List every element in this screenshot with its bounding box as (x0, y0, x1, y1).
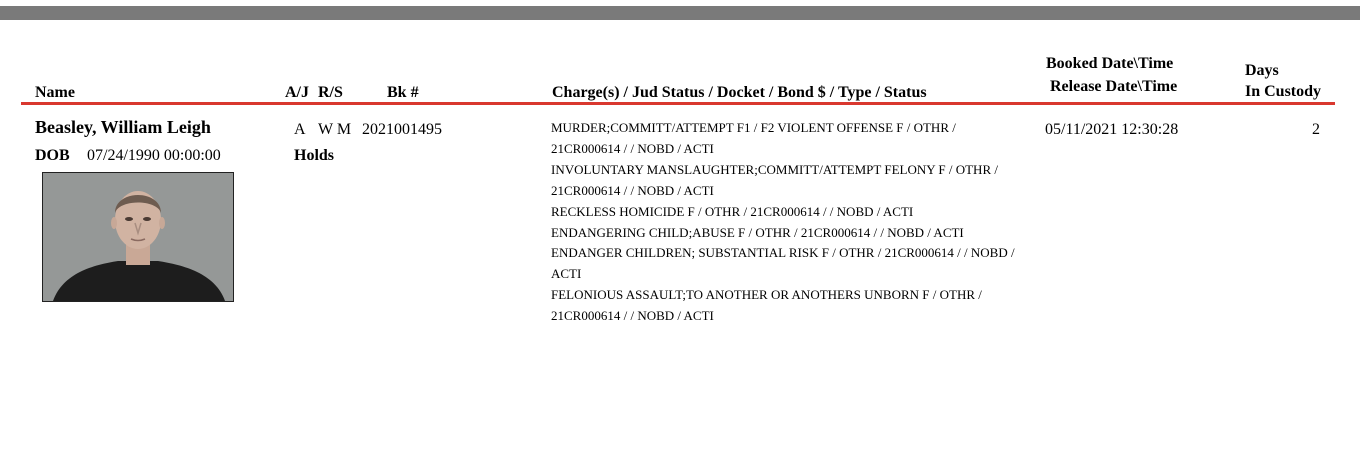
inmate-name[interactable]: Beasley, William Leigh (35, 117, 211, 137)
charge-item: ENDANGER CHILDREN; SUBSTANTIAL RISK F / OTHR / 21CR000614 / / NOBD / ACTI (551, 245, 1015, 282)
header-booked-date: Booked Date\Time (1046, 55, 1174, 72)
header-in-custody: In Custody (1245, 83, 1322, 100)
booked-datetime: 05/11/2021 12:30:28 (1045, 121, 1179, 138)
header-name: Name (35, 84, 75, 101)
top-bar (0, 6, 1360, 20)
mugshot-photo[interactable] (42, 172, 234, 302)
header-release-date: Release Date\Time (1050, 78, 1178, 95)
charges-list (551, 118, 1021, 327)
header-rs: R/S (318, 84, 343, 101)
header-booking-number: Bk # (387, 84, 419, 101)
charge-item: FELONIOUS ASSAULT;TO ANOTHER OR ANOTHERS UNBORN F / OTHR / 21CR000614 / / NOBD / ACTI (551, 287, 982, 324)
header-days: Days (1245, 62, 1279, 79)
rs-value: W M (318, 121, 352, 138)
aj-value: A (294, 121, 306, 138)
days-in-custody: 2 (1312, 121, 1320, 138)
charge-item: INVOLUNTARY MANSLAUGHTER;COMMITT/ATTEMPT FELONY F / OTHR / 21CR000614 / / NOBD / ACTI (551, 161, 998, 198)
mugshot-image (43, 173, 233, 301)
charge-item: ENDANGERING CHILD;ABUSE F / OTHR / 21CR000614 / / NOBD / ACTI (551, 224, 964, 240)
charge-item: MURDER;COMMITT/ATTEMPT F1 / F2 VIOLENT OFFENSE F / OTHR / 21CR000614 / / NOBD / ACTI (551, 120, 956, 156)
dob-value: 07/24/1990 00:00:00 (87, 147, 221, 164)
holds-label: Holds (294, 147, 335, 164)
header-charges: Charge(s) / Jud Status / Docket / Bond $ / Type / Status (552, 84, 927, 101)
dob-label: DOB (35, 147, 70, 164)
charge-item: RECKLESS HOMICIDE F / OTHR / 21CR000614 / / NOBD / ACTI (551, 203, 914, 219)
booking-number[interactable]: 2021001495 (362, 121, 442, 138)
header-rule (21, 102, 1335, 105)
header-aj: A/J (285, 84, 309, 101)
